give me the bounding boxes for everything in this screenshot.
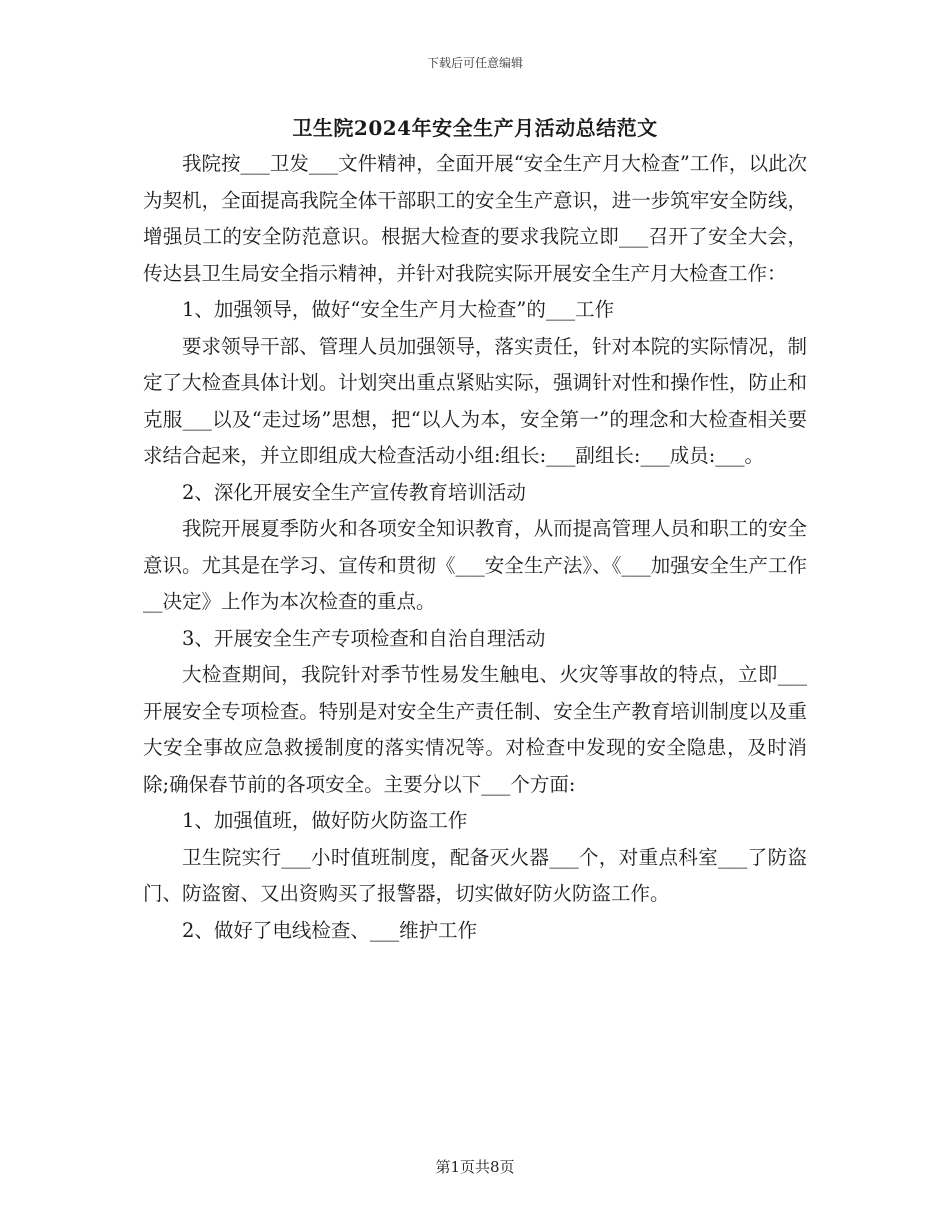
paragraph-intro: 我院按___卫发___文件精神，全面开展“安全生产月大检查”工作，以此次为契机，全面提高我院全体干部职工的安全生产意识，进一步筑牢安全防线，增强员工的安全防范意识。根据大检查的要求我院立即___召开了安全大会，传达县卫生局安全指示精神，并针对我院实际开展安全生产月大检查工作： xyxy=(143,152,807,285)
section-heading-leadership: 1、加强领导，做好“安全生产月大检查”的___工作 xyxy=(182,298,615,321)
document-title: 卫生院2024年安全生产月活动总结范文 xyxy=(292,116,658,140)
section-heading-education: 2、深化开展安全生产宣传教育培训活动 xyxy=(182,480,526,504)
document-body xyxy=(143,146,807,949)
page-number: 第1页共8页 xyxy=(435,1158,515,1176)
section-heading-inspection: 3、开展安全生产专项检查和自治自理活动 xyxy=(182,626,546,650)
subsection-heading-wiring: 2、做好了电线检查、___维护工作 xyxy=(182,918,478,942)
paragraph-leadership: 要求领导干部、管理人员加强领导，落实责任，针对本院的实际情况，制定了大检查具体计划。计划突出重点紧贴实际，强调针对性和操作性，防止和克服___以及“走过场”思想，把“以人为本，安全第一”的理念和大检查相关要求结合起来，并立即组成大检查活动小组:组长:___副组长:___成员:___。 xyxy=(143,334,807,467)
paragraph-inspection: 大检查期间，我院针对季节性易发生触电、火灾等事故的特点，立即___开展安全专项检查。特别是对安全生产责任制、安全生产教育培训制度以及重大安全事故应急救援制度的落实情况等。对检查中发现的安全隐患，及时消除;确保春节前的各项安全。主要分以下___个方面: xyxy=(143,663,807,796)
paragraph-duty: 卫生院实行___小时值班制度，配备灭火器___个，对重点科室___了防盗门、防盗窗、又出资购买了报警器，切实做好防火防盗工作。 xyxy=(143,845,807,905)
header-note: 下载后可任意编辑 xyxy=(426,56,523,70)
paragraph-education: 我院开展夏季防火和各项安全知识教育，从而提高管理人员和职工的安全意识。尤其是在学习、宣传和贯彻《___安全生产法》、《___加强安全生产工作__决定》上作为本次检查的重点。 xyxy=(143,517,807,613)
subsection-heading-duty: 1、加强值班，做好防火防盗工作 xyxy=(182,809,468,832)
